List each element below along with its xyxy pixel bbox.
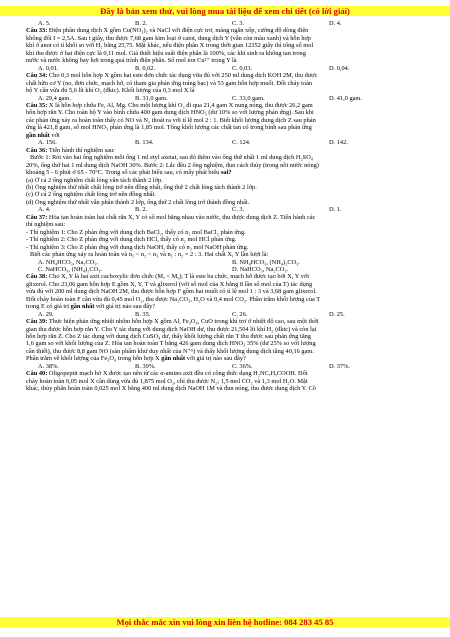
q38-line-3: vừa đủ với 200 ml dung dịch NaOH 2M, thu được hỗn hợp F gồm hai muối có tỉ lệ mol 1 : 3 và 3,68 gam glixerol. [26,288,317,296]
q33-line-2: không đổi I = 2,5A. Sau t giây, thu được 7,68 gam kim loại ở catot, dung dịch Y (vẫn còn màu xanh) và hỗn hợp [26,34,312,42]
q35-emphasis: gần nhất [26,131,50,139]
q36-statement-c: (c) Ở cả 2 ống nghiệm chất lỏng trở nên đồng nhất. [26,191,156,199]
q37-option-c: C. NaHCO₃, (NH₄)₂CO₃. [38,265,102,273]
q35-options [26,139,426,146]
q32-option-b: B. 2. [135,20,148,27]
q39-option-b: B. 39%. [135,362,156,370]
q34-line-3: bộ Y cần vừa đủ 5,6 lít khí O₂ (đktc). Khối lượng của 0,3 mol X là [26,87,195,95]
q40-text-1: Oligopeptit mạch hở X được tạo nên từ các α-amino axit đều có công thức dạng H₂NCₓHᵧCOOH. Đốt [48,370,308,378]
q37-option-a: A. NH₄HCO₃, Na₂CO₃. [38,258,99,266]
q38-line-5 [26,303,426,310]
q40-label: Câu 40: [26,370,48,378]
q37-line-2: thí nghiệm sau: [26,221,66,229]
q37-line-5: - Thí nghiệm 3: Cho Z phản ứng với dung dịch NaOH, thấy có n₃ mol NaOH phản ứng. [26,243,249,251]
q37-options-row-2 [26,266,426,273]
exam-content [26,20,426,393]
q39-option-c: C. 36%. [232,362,253,370]
q38-option-c: C. 26. [232,310,248,318]
q33-option-a: A. 0,01. [38,64,59,72]
q33-label: Câu 33: [26,27,48,35]
q36-line-1 [26,147,426,154]
q35-line-4: ứng là 421,8 gam, số mol HNO₃ phản ứng là 1,85 mol. Tổng khối lượng các chất tan có trong bình sau phản ứng [26,124,312,132]
q35-text-1: X là hỗn hợp chứa Fe, Al, Mg. Cho một lượng khí O₂ đi qua 21,4 gam X nung nóng, thu được 26,2 gam [48,101,313,109]
q38-emphasis: gần nhất [70,303,95,311]
q34-option-c: C. 33,0 gam. [232,94,265,102]
q38-label: Câu 38: [26,273,48,281]
q34-option-b: B. 31,0 gam. [135,94,168,102]
q37-line-3: - Thí nghiệm 1: Cho Z phản ứng với dung dịch BaCl₂, thấy có n₁ mol BaCl₂ phản ứng. [26,228,246,236]
q37-line-1 [26,214,426,221]
q39-line-5: cần thiết), thu được 8,8 gam NO (sản phẩm khử duy nhất của N⁺⁵) và thấy khối lượng dung dịch tăng 40,16 gam. [26,347,314,355]
q33-option-d: D. 0,04. [329,64,350,72]
q36-option-d: D. 1. [329,206,342,214]
q35-option-c: C. 124. [232,139,251,147]
q37-option-d: D. NaHCO₃, Na₂CO₃. [232,265,289,273]
q36-statement-a: (a) Ở cả 2 ống nghiệm chất lỏng vẫn tách thành 2 lớp. [26,176,163,184]
q36-label: Câu 36: [26,146,48,154]
q35-option-a: A. 156. [38,139,57,147]
q36-title: Tiến hành thí nghiệm sau: [48,146,115,154]
q38-text-5: trong E có giá trị [26,303,71,311]
q39-option-a: A. 38%. [38,362,59,370]
q34-label: Câu 34: [26,72,48,80]
q38-options [26,311,426,318]
q38-line-1 [26,273,426,280]
q32-options [26,20,426,27]
q34-line-2: chất hữu cơ Y (no, đơn chức, mạch hở, có tham gia phản ứng tráng bạc) và 53 gam hỗn hợp muối. Đốt cháy toàn [26,79,313,87]
q38-line-4: Đốt cháy hoàn toàn F cần vừa đủ 0,45 mol O₂, thu được Na₂CO₃, H₂O và 0,4 mol CO₂. Phần trăm khối lượng của T [26,295,321,303]
q37-option-b: B. NH₄HCO₃, (NH₄)₂CO₃. [232,258,300,266]
q39-options [26,363,426,370]
q40-line-2: cháy hoàn toàn 0,05 mol X cần dùng vừa đủ 1,875 mol O₂, chỉ thu được N₂; 1,5 mol CO₂ và 1,3 mol H₂O. Mặt [26,377,308,385]
q36-statement-b: (b) Ống nghiệm thứ nhất chất lỏng trở nên đồng nhất, ống thứ 2 chất lỏng tách thành 2 lớp. [26,183,257,191]
q36-option-a: A. 4. [38,206,51,214]
q34-options [26,95,426,102]
q34-line-1 [26,72,426,79]
q39-option-d: D. 37%. [329,362,350,370]
q32-option-a: A. 5. [38,20,51,27]
hotline-banner: Mọi thắc mắc xin vui lòng xin liên hệ hotline: 084 283 45 85 [0,617,450,627]
q38-option-a: A. 29. [38,310,54,318]
q39-tail: với giá trị nào sau đây? [185,355,246,363]
q35-line-1 [26,102,426,109]
q33-line-3: khí ở anot có tỉ khối so với H₂ bằng 25,75. Mặt khác, nếu điện phân X trong thời gian 12352 giây thì tổng số mol [26,42,314,50]
q36-line-4: khoảng 5 - 6 phút ở 65 - 70°C. Trong số các phát biểu sau, có mấy phát biểu sai? [26,169,232,177]
q35-line-5 [26,132,426,139]
q39-text-1: Thực hiện phản ứng nhiệt nhôm hỗn hợp X gồm Al, Fe₃O₄, CuO trong khí trơ ở nhiệt độ cao, sau một thời [48,318,319,326]
q39-line-2: gian thu được hỗn hợp rắn Y. Cho Y tác dụng với dung dịch NaOH dư, thu được 21,504 lít khí H₂ (đktc) và còn lại [26,325,317,333]
q37-label: Câu 37: [26,213,48,221]
q38-option-b: B. 35. [135,310,151,318]
q36-option-c: C. 3. [232,206,245,214]
q37-line-6: Biết các phản ứng xảy ra hoàn toàn và n₁ < n₂ < n₃ và n₁ : n₂ = 2 : 3. Hai chất X, Y lần lượt là: [30,251,269,259]
q36-line-2: Bước 1: Rót vào hai ống nghiệm mỗi ống 1 ml etyl axetat, sau đó thêm vào ống thứ nhất 1 ml dung dịch H₂SO₄ [30,154,313,162]
q39-text-6: Phần trăm về khối lượng của Fe₃O₄ trong hỗn hợp X [26,355,162,363]
q36-line-3: 20%, ống thứ hai 1 ml dung dịch NaOH 30%. Bước 2: Lắc đều 2 ống nghiệm, đun cách thủy (trong nồi nước nóng) [26,161,319,169]
q32-option-d: D. 4. [329,20,342,27]
q35-label: Câu 35: [26,101,48,109]
q39-line-6 [26,355,426,362]
q35-option-b: B. 134. [135,139,154,147]
q37-text-1: Hòa tan hoàn toàn hai chất rắn X, Y có số mol bằng nhau vào nước, thu được dung dịch Z. Tiến hành các [48,213,316,221]
q33-line-5: nước và nước không bay hơi trong quá trình điện phân. Số mol ion Cu²⁺ trong Y là [26,57,237,65]
q36-statement-d: (d) Ống nghiệm thứ nhất vẫn phân thành 2 lớp, ống thứ 2 chất lỏng trở thành đồng nhất. [26,198,250,206]
q39-line-4: 1,6 gam so với khối lượng của Z. Hòa tan hoàn toàn T bằng 426 gam dung dịch HNO₃ 35% (dư 25% so với lượng [26,340,316,348]
q33-option-b: B. 0,02. [135,64,156,72]
q33-options [26,65,426,72]
q38-option-d: D. 25. [329,310,345,318]
q33-line-1 [26,27,426,34]
q36-options [26,206,426,213]
q37-line-4: - Thí nghiệm 2: Cho Z phản ứng với dung dịch HCl, thấy có n₂ mol HCl phản ứng. [26,236,237,244]
q40-line-1 [26,370,426,377]
q39-line-3: hỗn hợp rắn Z. Cho Z tác dụng với dung dịch CuSO₄ dư, thấy khối lượng chất rắn T thu được sau phản ứng tăng [26,333,311,341]
q35-tail: với [49,131,60,139]
q33-text-1: Điện phân dung dịch X gồm Cu(NO₃)₂ và NaCl với điện cực trơ, màng ngăn xốp, cường độ dòng điện [48,27,309,35]
q38-text-1: Cho X, Y là hai axit cacboxylic đơn chức (Mₓ < Mᵧ); T là este ba chức, mạch hở được tạo bởi X, Y với [48,273,310,281]
q35-line-2: hỗn hợp rắn Y. Cho toàn bộ Y vào bình chứa 400 gam dung dịch HNO₃ (dư 10% so với lượng phản ứng). Sau khi [26,109,314,117]
q39-label: Câu 39: [26,318,48,326]
preview-banner: Đây là bản xem thử, vui lòng mua tài liệu để xem chi tiết (có lời giải) [0,6,450,16]
q34-option-d: D. 41,0 gam. [329,94,362,102]
q40-line-3: khác, thủy phân hoàn toàn 0,025 mol X bằng 400 ml dung dịch NaOH 1M và đun nóng, thu được dung dịch Y. Cô [26,385,316,393]
q33-line-4: khí thu được ở hai điện cực là 0,11 mol. Giả thiết hiệu suất điện phân là 100%, các khí sinh ra không tan trong [26,49,306,57]
q35-line-3: các phản ứng xảy ra hoàn toàn thấy có NO và N₂ thoát ra với tỉ lệ mol 2 : 1. Biết khối lượng dung dịch Z sau phản [26,116,316,124]
q34-text-1: Cho 0,3 mol hỗn hợp X gồm hai este đơn chức tác dụng vừa đủ với 250 ml dung dịch KOH 2M, thu được [48,72,318,80]
q36-text-3: khoảng 5 - 6 phút ở 65 - 70°C. Trong số các phát biểu sau, có mấy phát biểu [26,169,221,177]
q38-tail: với giá trị nào sau đây? [94,303,156,311]
q37-options-row-1 [26,259,426,266]
q38-line-2: glixerol. Cho 23,06 gam hỗn hợp E gồm X, Y, T và glixerol (với số mol của X bằng 8 lần số mol của T) tác dụng [26,280,313,288]
q39-line-1 [26,318,426,325]
q36-sai: sai [220,169,229,177]
q36-option-b: B. 2. [135,206,148,214]
q34-option-a: A. 29,4 gam. [38,94,71,102]
q35-option-d: D. 142. [329,139,348,147]
q33-option-c: C. 0,03. [232,64,253,72]
q32-option-c: C. 3. [232,20,245,27]
q39-emphasis: gần nhất [161,355,186,363]
